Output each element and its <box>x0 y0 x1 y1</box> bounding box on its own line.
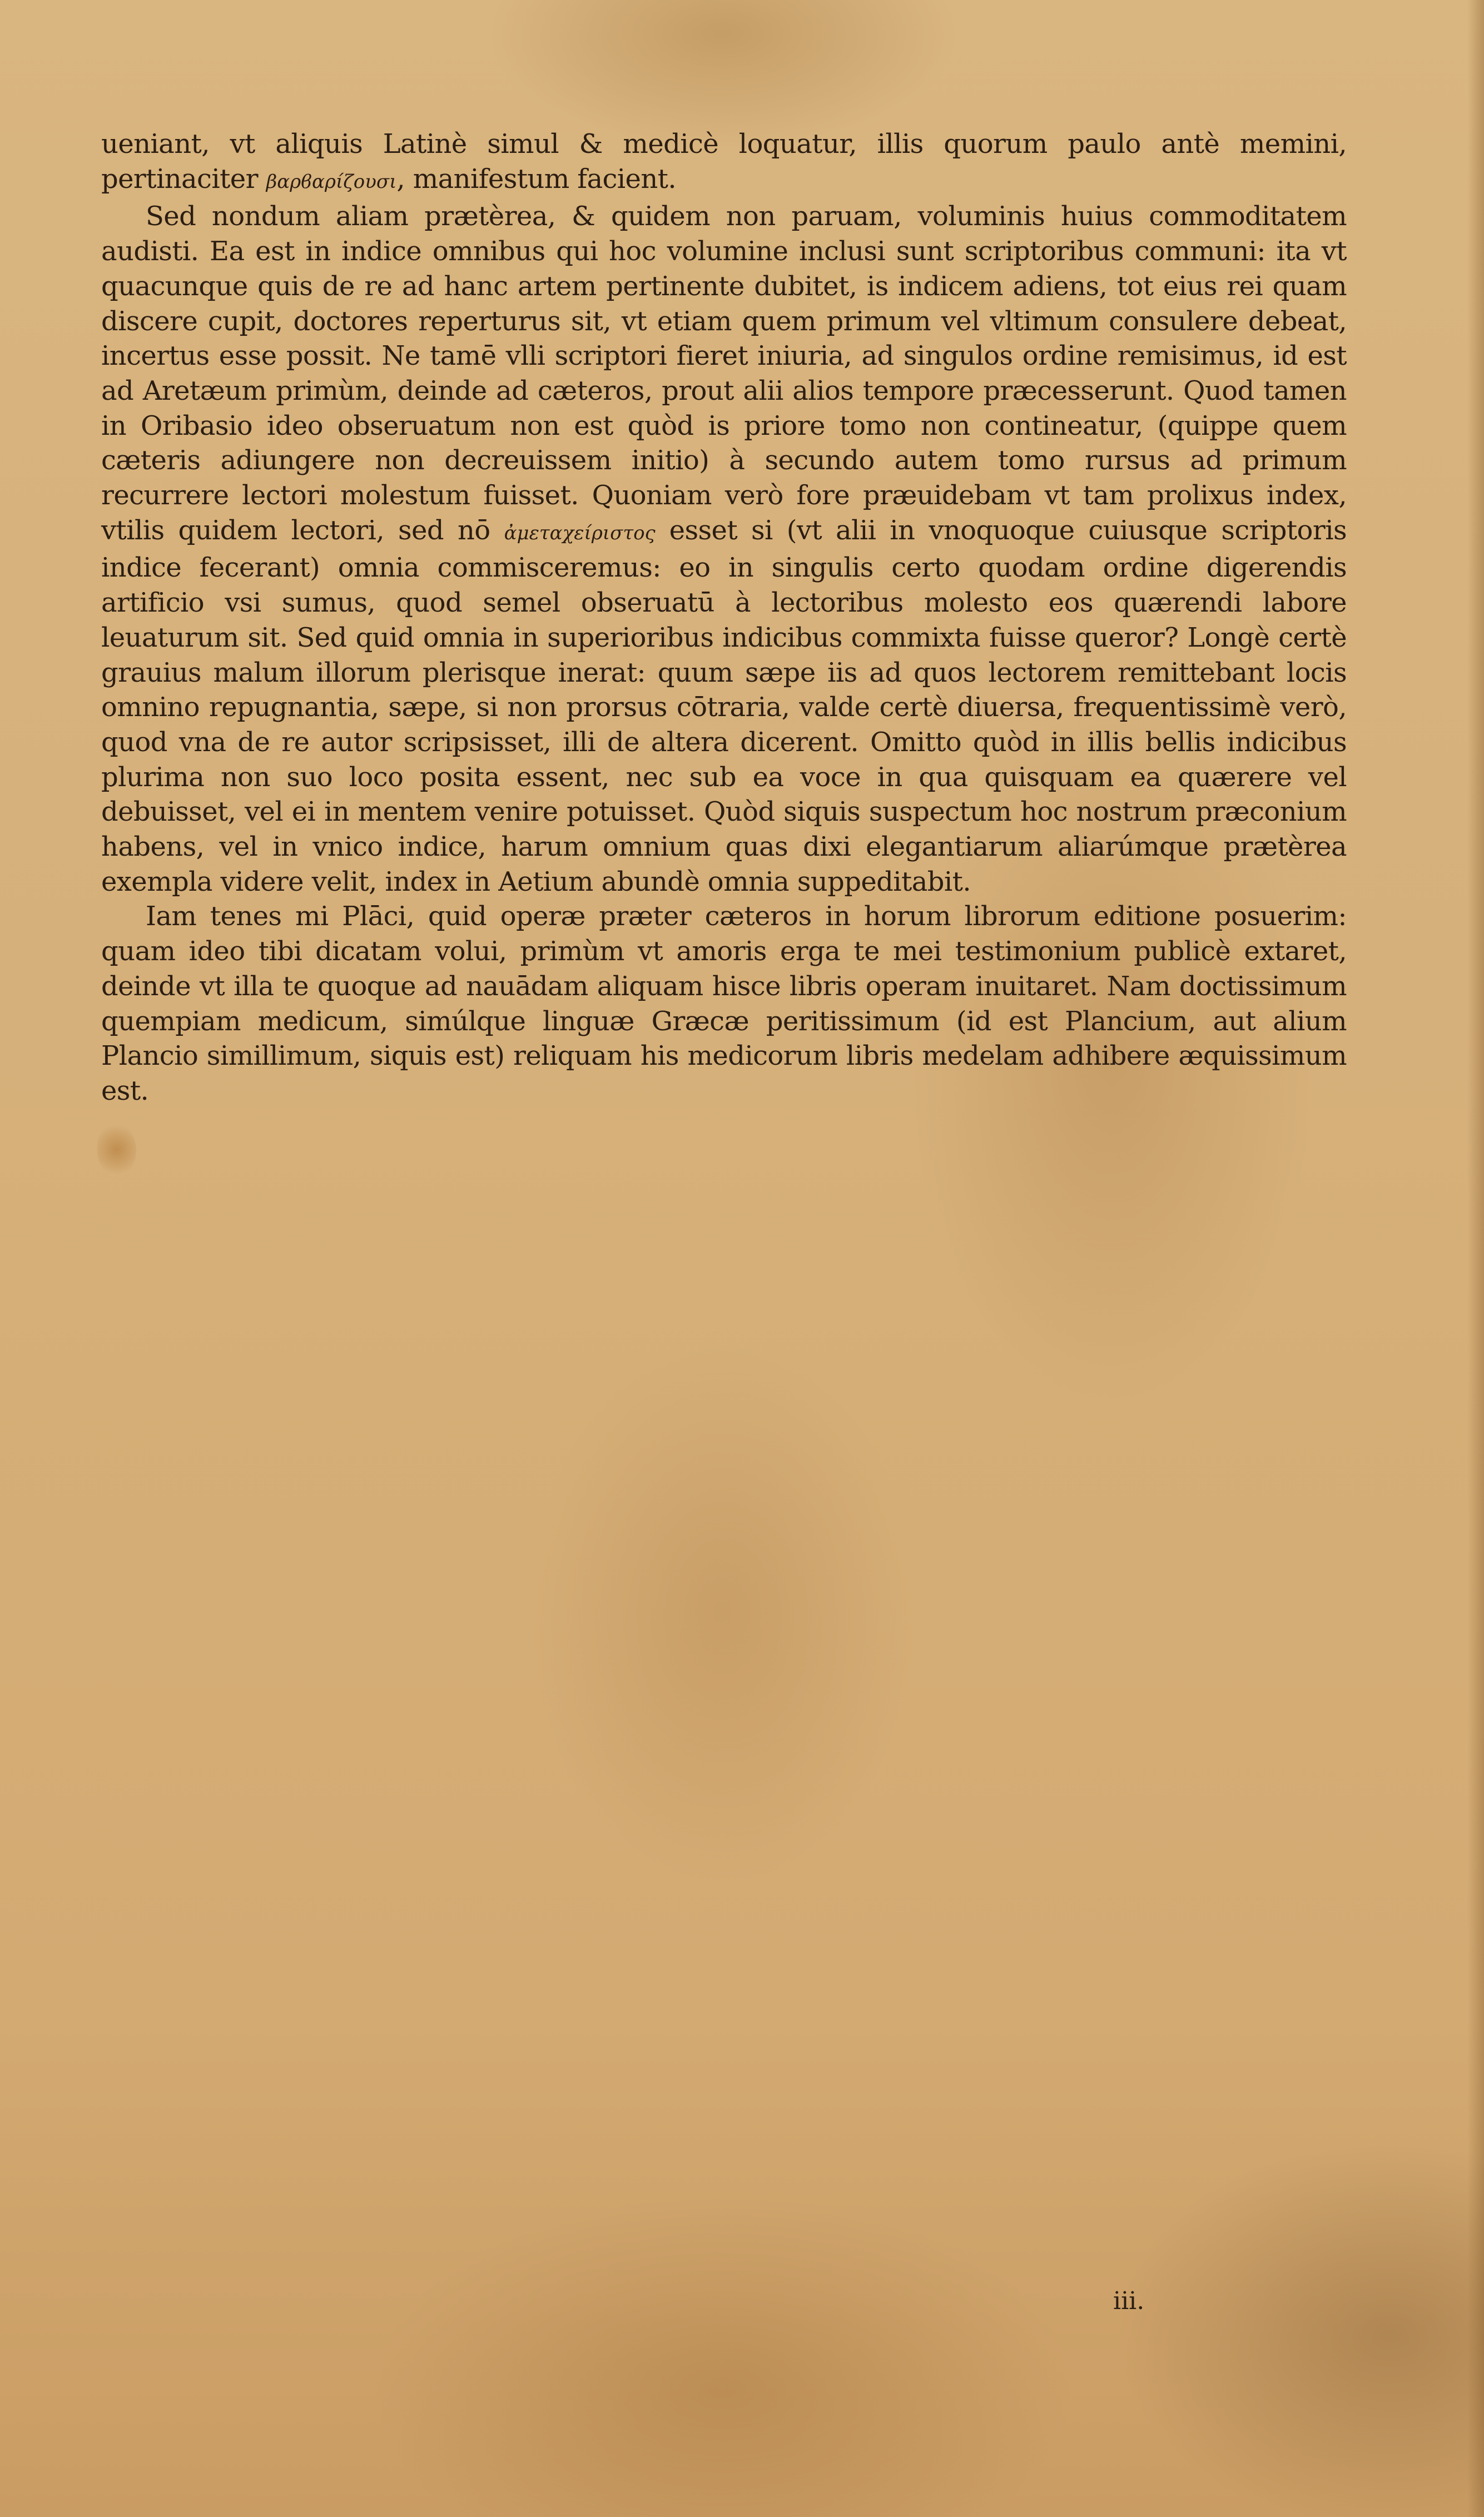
folio-number: iii. <box>1113 2287 1145 2315</box>
greek-word-1: βαρϐαρίζουσι <box>266 170 397 193</box>
paragraph-2 <box>101 199 1347 899</box>
paragraph-3 <box>101 899 1347 1108</box>
page-edge-shadow <box>1467 0 1484 2517</box>
paragraph-2-text-b: esset si (vt alii in vnoquoque cuiusque scriptoris indice fecerant) omnia commisceremus: eo in singulis certo quodam ordine digerendis artificio vsi sumus, quod semel obseruatū à lectoribus molesto eos quærendi labore leuaturum sit. Sed quid omnia in superioribus indicibus commixta fuisse queror? Longè certè grauius malum illorum plerisque inerat: quum sæpe iis ad quos lectorem remittebant locis omnino repugnantia, sæpe, si non prorsus cōtraria, valde certè diuersa, frequentissimè verò, quod vna de re autor scripsisset, illi de altera dicerent. Omitto quòd in illis bellis indicibus plurima non suo loco posita essent, nec sub ea voce in qua quisquam ea quærere vel debuisset, vel ei in mentem venire potuisset. Quòd siquis suspectum hoc nostrum præconium habens, vel in vnico indice, harum omnium quas dixi elegantiarum aliarúmque prætèrea exempla videre velit, index in Aetium abundè omnia suppeditabit. <box>101 514 1347 897</box>
greek-word-2: ἀμεταχείριστος <box>504 522 656 544</box>
paper-stain <box>97 1123 136 1176</box>
paragraph-1 <box>101 127 1347 199</box>
paragraph-3-text: Iam tenes mi Plāci, quid operæ præter cæteros in horum librorum editione posuerim: quam ideo tibi dicatam volui, primùm vt amoris erga te mei testimonium publicè extaret, deinde vt illa te quoque ad nauādam aliquam hisce libris operam inuitaret. Nam doctissimum quempiam medicum, simúlque linguæ Græcæ peritissimum (id est Plancium, aut alium Plancio simillimum, siquis est) reliquam his medicorum libris medelam adhibere æquissimum est. <box>101 901 1347 1106</box>
paragraph-1-text-end: , manifestum facient. <box>396 163 676 195</box>
paragraph-1-text: ueniant, vt aliquis Latinè simul & medicè loquatur, illis quorum paulo antè memini, pertinaciter <box>101 128 1347 195</box>
paragraph-2-text-a: Sed nondum aliam prætèrea, & quidem non paruam, voluminis huius commoditatem audisti. Ea est in indice omnibus qui hoc volumine inclusi sunt scriptoribus communi: ita vt quacunque quis de re ad hanc artem pertinente dubitet, is indicem adiens, tot eius rei quam discere cupit, doctores reperturus sit, vt etiam quem primum vel vltimum consulere debeat, incertus esse possit. Ne tamē vlli scriptori fieret iniuria, ad singulos ordine remisimus, id est ad Aretæum primùm, deinde ad cæteros, prout alii alios tempore præcesserunt. Quod tamen in Oribasio ideo obseruatum non est quòd is priore tomo non contineatur, (quippe quem cæteris adiungere non decreuissem initio) à secundo autem tomo rursus ad primum recurrere lectori molestum fuisset. Quoniam verò fore præuidebam vt tam prolixus index, vtilis quidem lectori, sed nō <box>101 201 1347 546</box>
main-text <box>101 127 1347 1109</box>
